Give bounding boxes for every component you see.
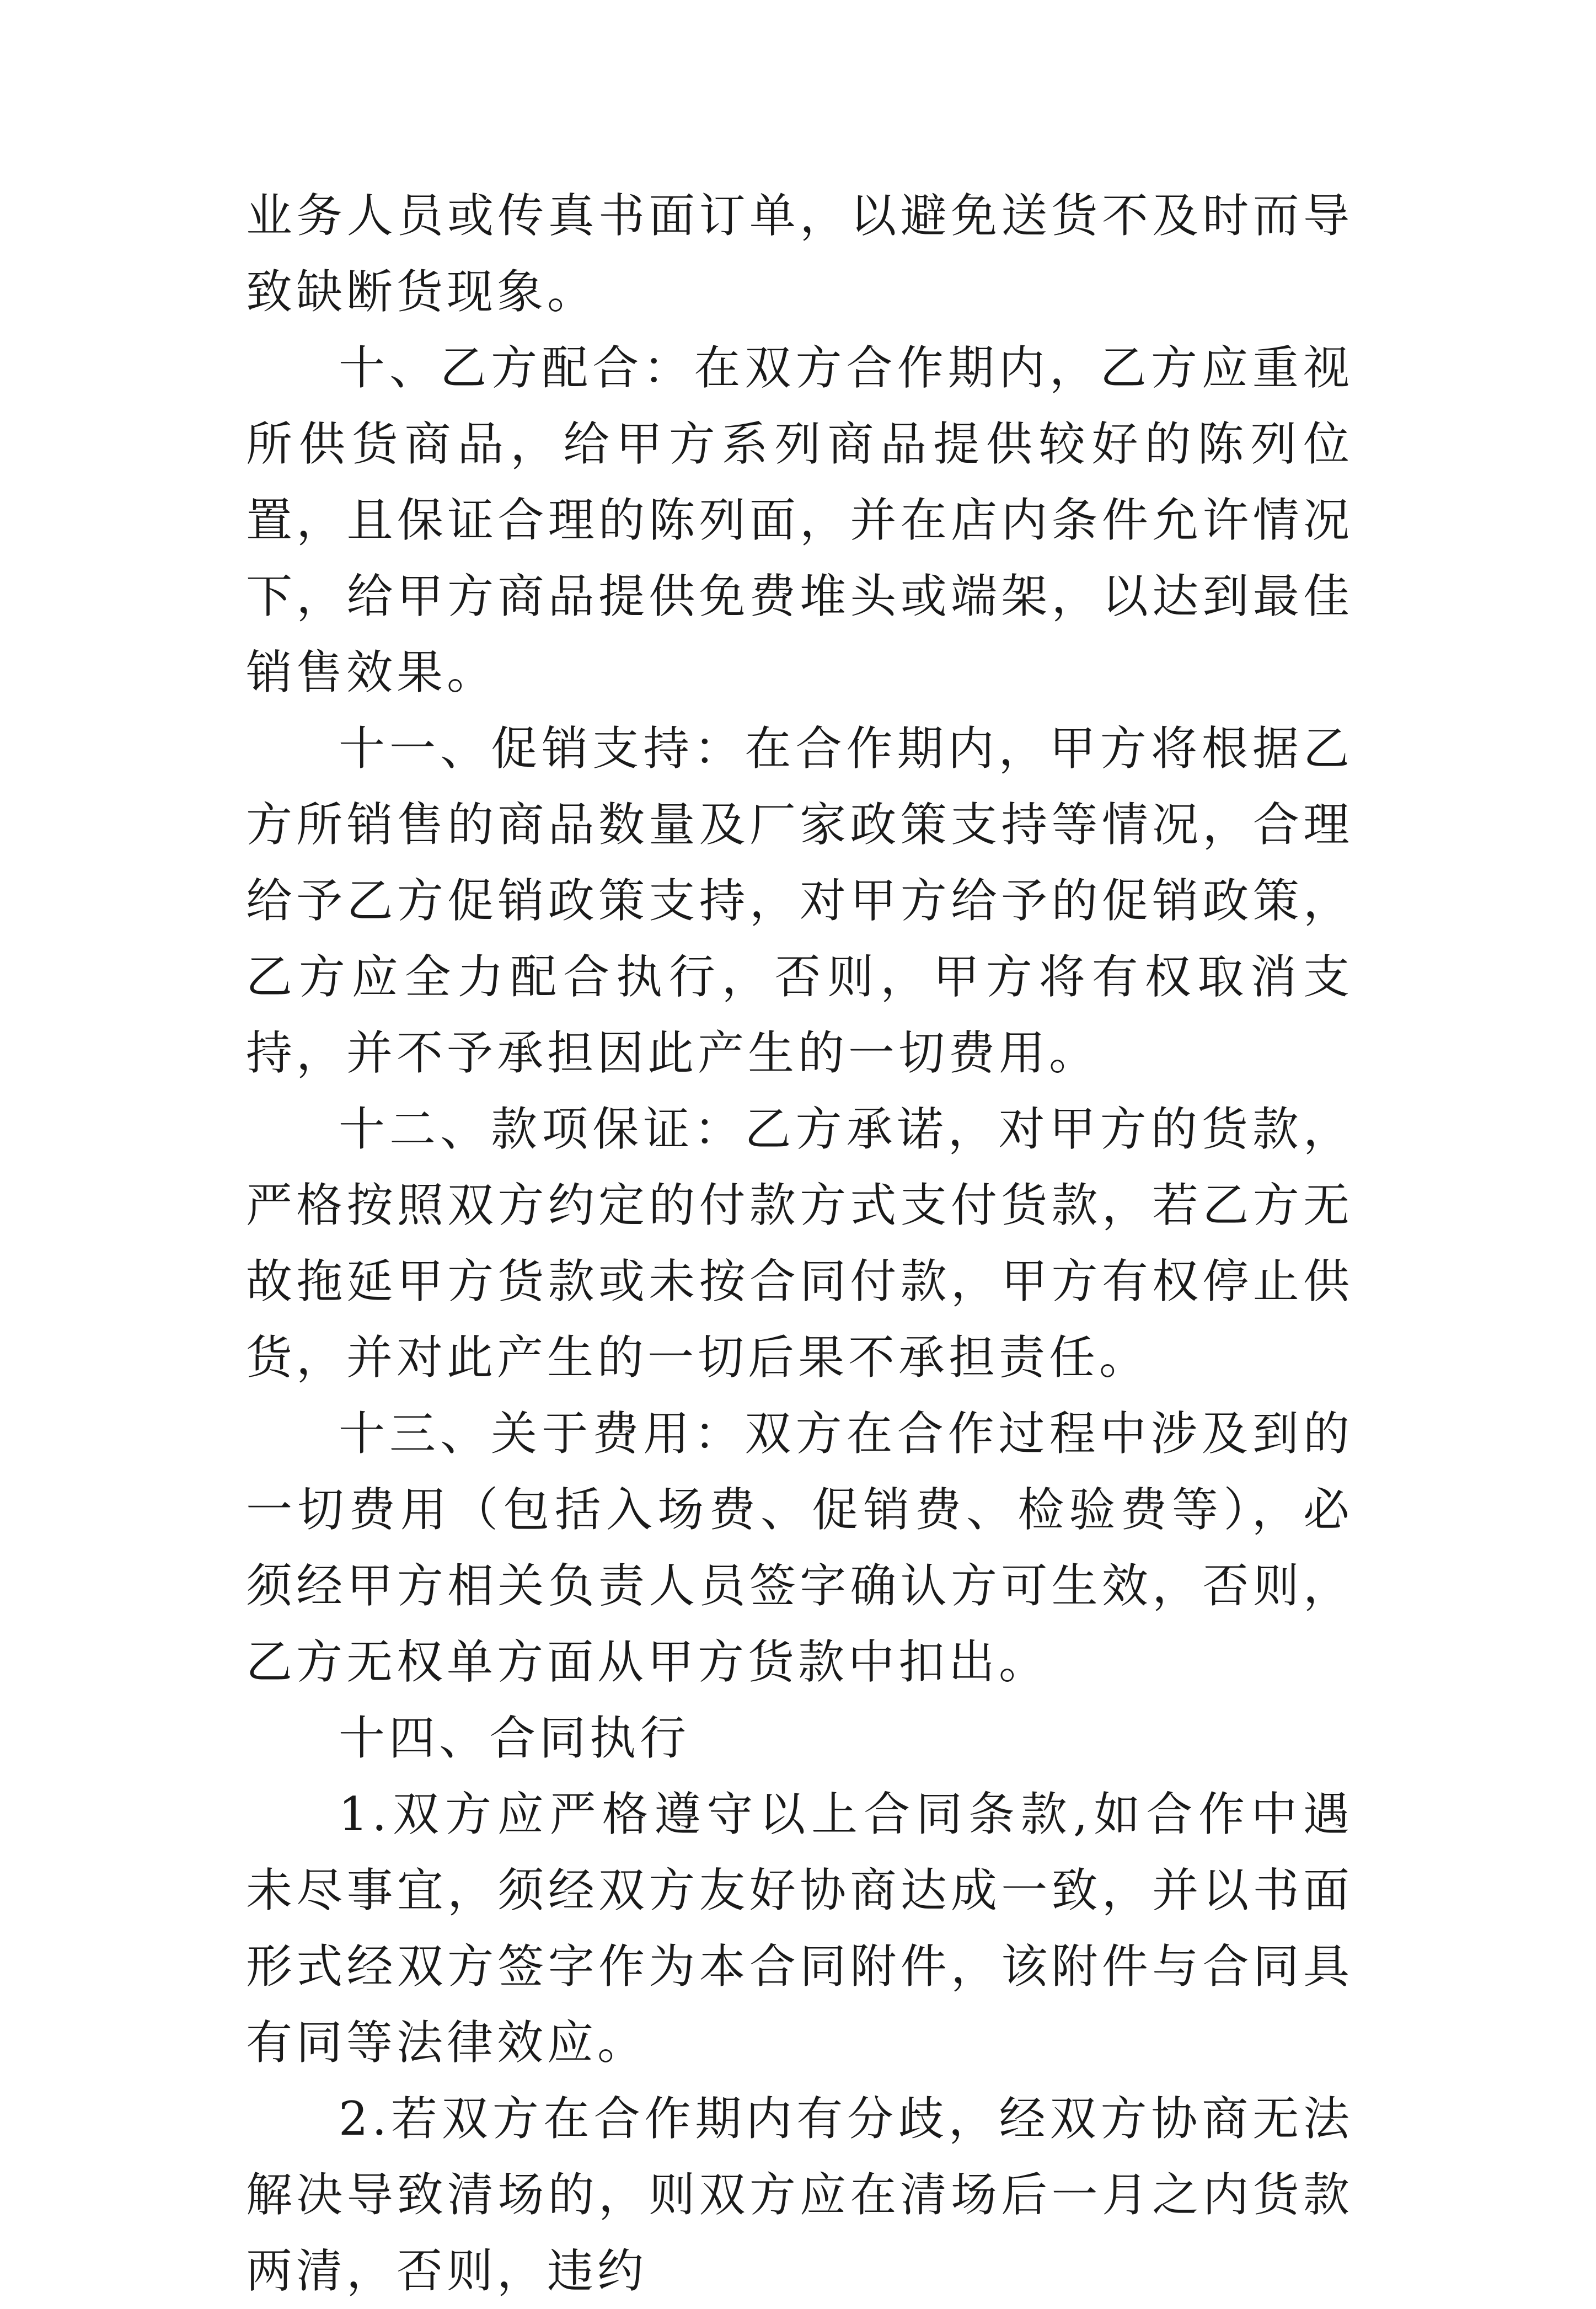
paragraph-clause-10: 十、乙方配合：在双方合作期内，乙方应重视所供货商品，给甲方系列商品提供较好的陈列位置，且保证合理的陈列面，并在店内条件允许情况下，给甲方商品提供免费堆头或端架，以达到最佳销售效果。 [246,341,1353,699]
paragraph-clause-14-item-1: 1.双方应严格遵守以上合同条款,如合作中遇未尽事宜，须经双方友好协商达成一致，并以书面形式经双方签字作为本合同附件，该附件与合同具有同等法律效应。 [246,1787,1353,2070]
paragraph-clause-12: 十二、款项保证：乙方承诺，对甲方的货款，严格按照双方约定的付款方式支付货款，若乙方无故拖延甲方货款或未按合同付款，甲方有权停止供货，并对此产生的一切后果不承担责任。 [246,1102,1353,1385]
document-body [246,178,1353,2309]
paragraph-clause-11: 十一、促销支持：在合作期内，甲方将根据乙方所销售的商品数量及厂家政策支持等情况，合理给予乙方促销政策支持，对甲方给予的促销政策，乙方应全力配合执行，否则，甲方将有权取消支持，并不予承担因此产生的一切费用。 [246,721,1353,1080]
paragraph-ordering-continued: 业务人员或传真书面订单，以避免送货不及时而导致缺断货现象。 [246,189,1353,319]
paragraph-clause-14-item-2: 2.若双方在合作期内有分歧，经双方协商无法解决导致清场的，则双方应在清场后一月之内货款两清，否则，违约 [246,2092,1353,2298]
section-heading-clause-14: 十四、合同执行 [339,1711,690,1765]
paragraph-clause-13: 十三、关于费用：双方在合作过程中涉及到的一切费用（包括入场费、促销费、检验费等），必须经甲方相关负责人员签字确认方可生效，否则，乙方无权单方面从甲方货款中扣出。 [246,1407,1353,1689]
